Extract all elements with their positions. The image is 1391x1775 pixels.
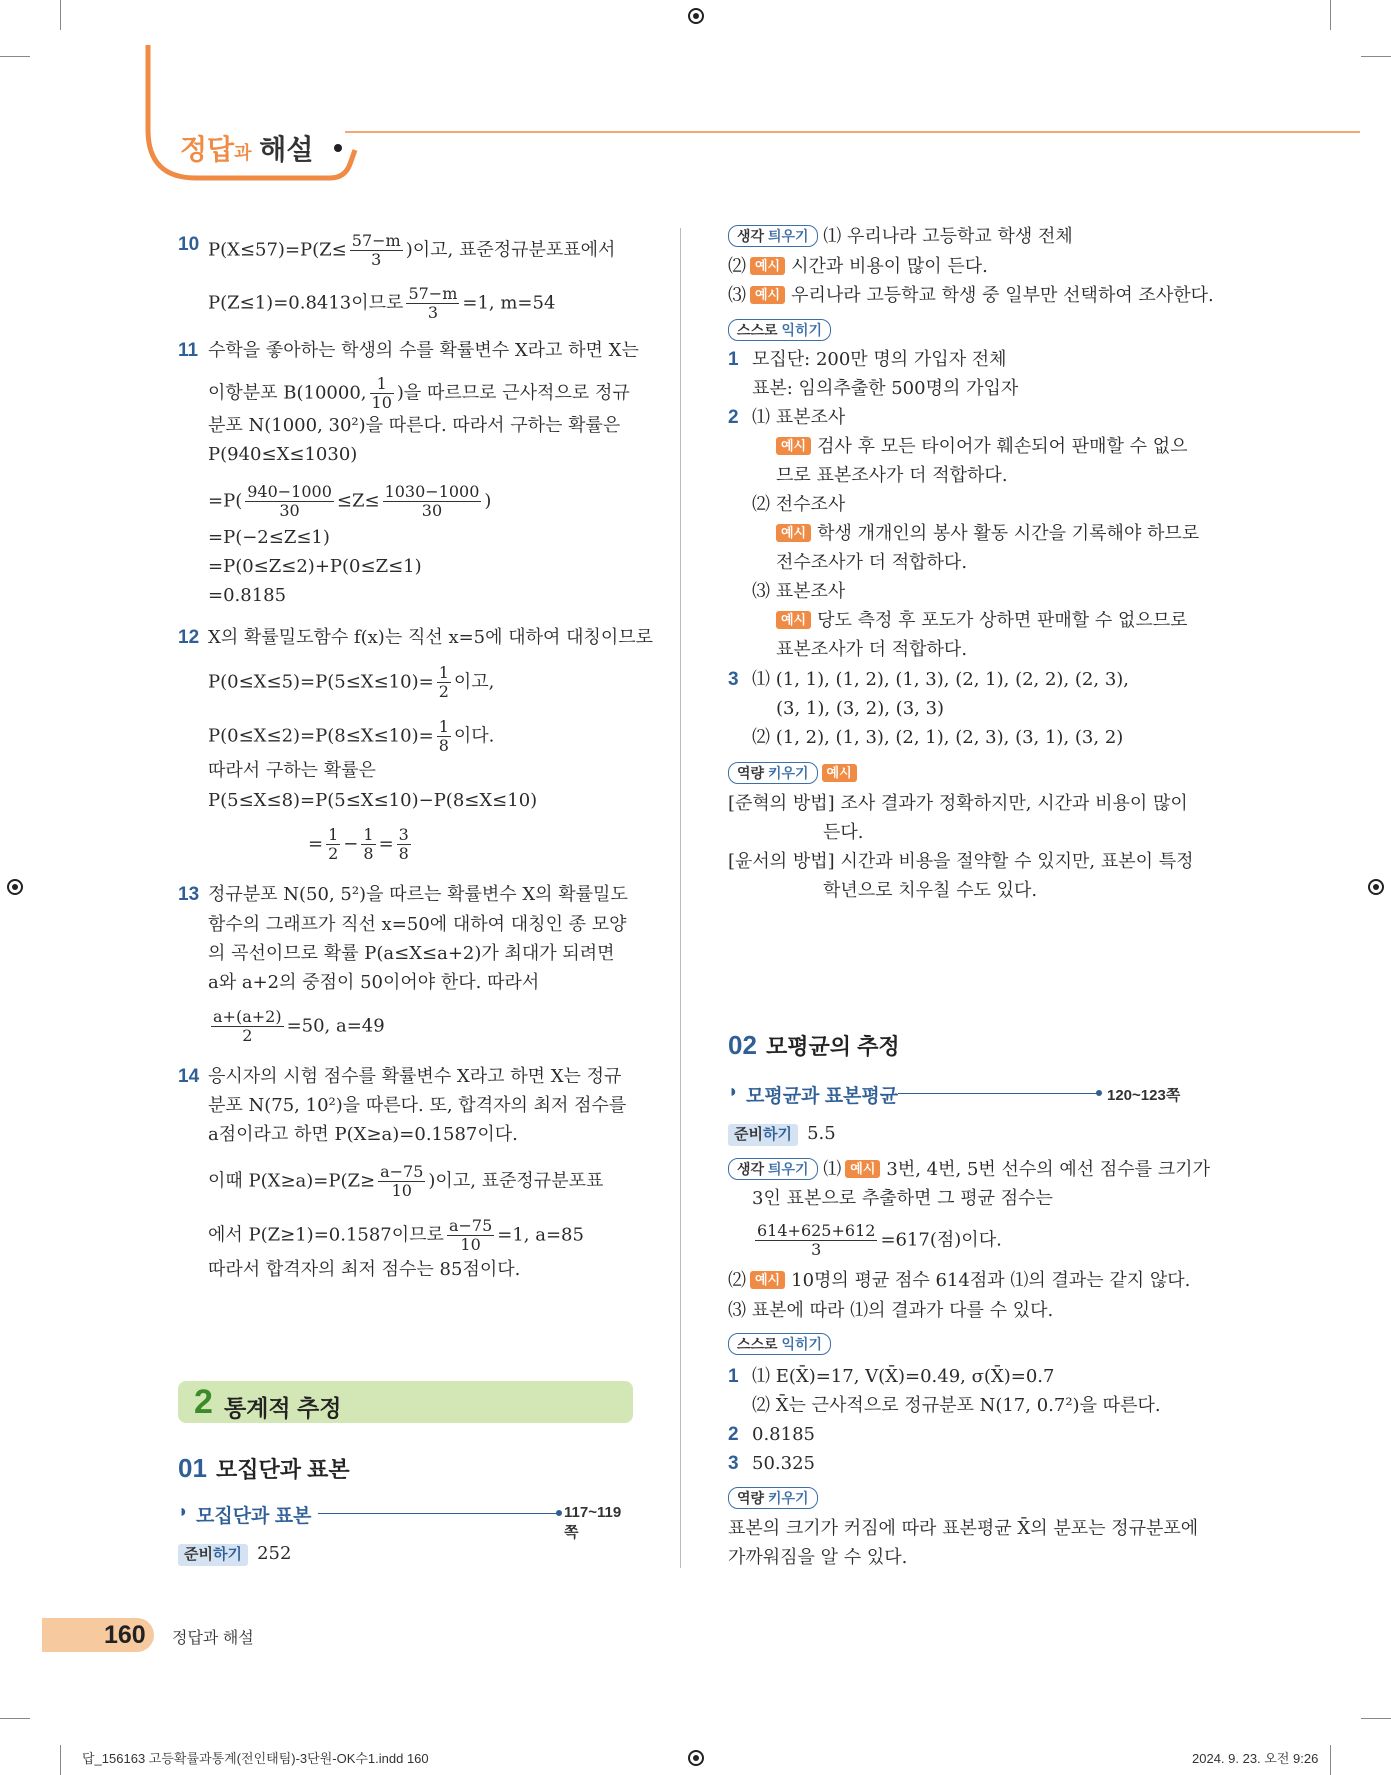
crop-mark: [0, 1718, 30, 1719]
registration-mark-icon: [1368, 879, 1384, 895]
crop-mark: [60, 0, 61, 30]
print-file-info: 답_156163 고등확률과통계(전인태팀)-3단원-OK수1.indd 160: [82, 1751, 429, 1766]
crop-mark: [60, 1745, 61, 1775]
crop-mark: [1361, 1718, 1391, 1719]
section-heading-01: 01 모집단과 표본: [178, 1453, 350, 1483]
page-title: 정답과 해설: [180, 134, 314, 165]
footer-label: 정답과 해설: [172, 1630, 254, 1647]
crop-mark: [1361, 56, 1391, 57]
header-frame: [140, 40, 1360, 190]
crop-mark: [1330, 0, 1331, 30]
topic-bar-1: ◗ 모집단과 표본 117~119쪽: [178, 1501, 622, 1541]
ready-1: 준비하기 252: [178, 1543, 291, 1566]
topic-bar-2: ◗ 모평균과 표본평균 120~123쪽: [728, 1081, 1181, 1107]
chapter-banner: 2 통계적 추정: [178, 1381, 633, 1423]
registration-mark-icon: [688, 8, 704, 24]
registration-mark-icon: [688, 1750, 704, 1766]
print-date: 2024. 9. 23. 오전 9:26: [1192, 1751, 1319, 1766]
page-number-tab: 160: [42, 1618, 154, 1652]
crop-mark: [0, 56, 30, 57]
section-heading-02: 02 모평균의 추정: [728, 1030, 900, 1060]
ready-2: 준비하기 5.5: [728, 1123, 836, 1146]
crop-mark: [1330, 1745, 1331, 1775]
column-divider: [680, 228, 681, 1568]
registration-mark-icon: [7, 879, 23, 895]
